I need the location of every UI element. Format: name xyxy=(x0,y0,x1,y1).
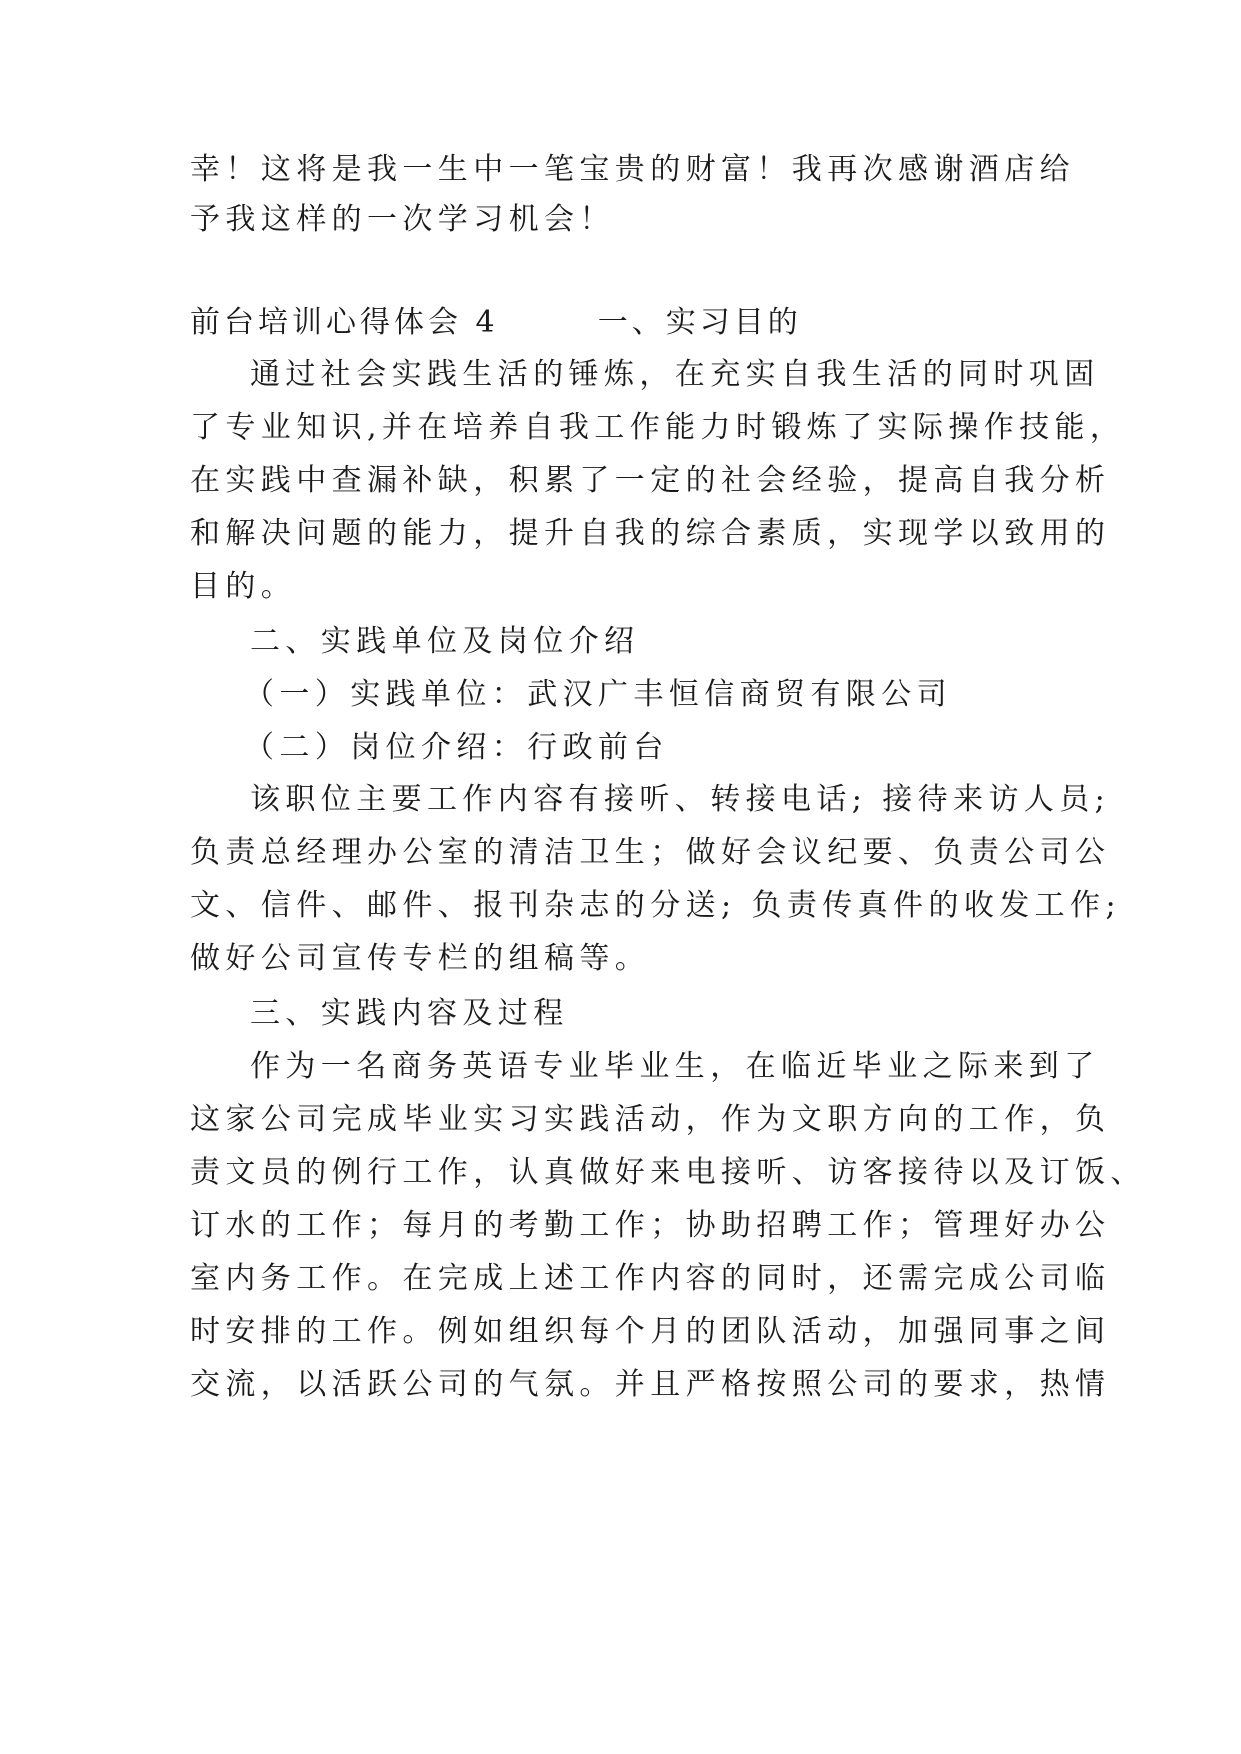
section-title: 前台培训心得体会 4 xyxy=(190,305,499,340)
para1-line-5: 目的。 xyxy=(190,569,297,604)
para3-line-3: 责文员的例行工作，认真做好来电接听、访客接待以及订饭、 xyxy=(190,1155,1146,1190)
para2-line-1: 该职位主要工作内容有接听、转接电话; 接待来访人员; xyxy=(250,782,1111,817)
para1-line-2: 了专业知识,并在培养自我工作能力时锻炼了实际操作技能， xyxy=(190,410,1126,445)
para2-line-2: 负责总经理办公室的清洁卫生；做好会议纪要、负责公司公 xyxy=(190,835,1111,870)
para3-line-5: 室内务工作。在完成上述工作内容的同时，还需完成公司临 xyxy=(190,1261,1111,1296)
sub-item-1: （一）实践单位：武汉广丰恒信商贸有限公司 xyxy=(244,677,952,712)
intro-line-2: 予我这样的一次学习机会！ xyxy=(190,202,615,237)
para3-line-2: 这家公司完成毕业实习实践活动，作为文职方向的工作，负 xyxy=(190,1102,1111,1137)
para3-line-1: 作为一名商务英语专业毕业生，在临近毕业之际来到了 xyxy=(250,1049,1100,1084)
para3-line-4: 订水的工作；每月的考勤工作；协助招聘工作；管理好办公 xyxy=(190,1208,1111,1243)
para3-line-7: 交流，以活跃公司的气氛。并且严格按照公司的要求，热情 xyxy=(190,1367,1111,1402)
para3-line-6: 时安排的工作。例如组织每个月的团队活动，加强同事之间 xyxy=(190,1314,1111,1349)
section-heading-3: 三、实践内容及过程 xyxy=(250,996,569,1031)
section-title-line xyxy=(190,303,1050,343)
section-heading-1: 一、实习目的 xyxy=(597,305,802,340)
section-heading-2: 二、实践单位及岗位介绍 xyxy=(250,624,640,659)
intro-line-1: 幸！这将是我一生中一笔宝贵的财富！我再次感谢酒店给 xyxy=(190,152,1075,187)
para2-line-4: 做好公司宣传专栏的组稿等。 xyxy=(190,941,651,976)
para2-line-3: 文、信件、邮件、报刊杂志的分送; 负责传真件的收发工作; xyxy=(190,888,1121,923)
sub-item-2: （二）岗位介绍：行政前台 xyxy=(244,730,669,765)
para1-line-4: 和解决问题的能力，提升自我的综合素质，实现学以致用的 xyxy=(190,516,1111,551)
para1-line-3: 在实践中查漏补缺，积累了一定的社会经验，提高自我分析 xyxy=(190,463,1111,498)
para1-line-1: 通过社会实践生活的锤炼，在充实自我生活的同时巩固 xyxy=(250,357,1100,392)
